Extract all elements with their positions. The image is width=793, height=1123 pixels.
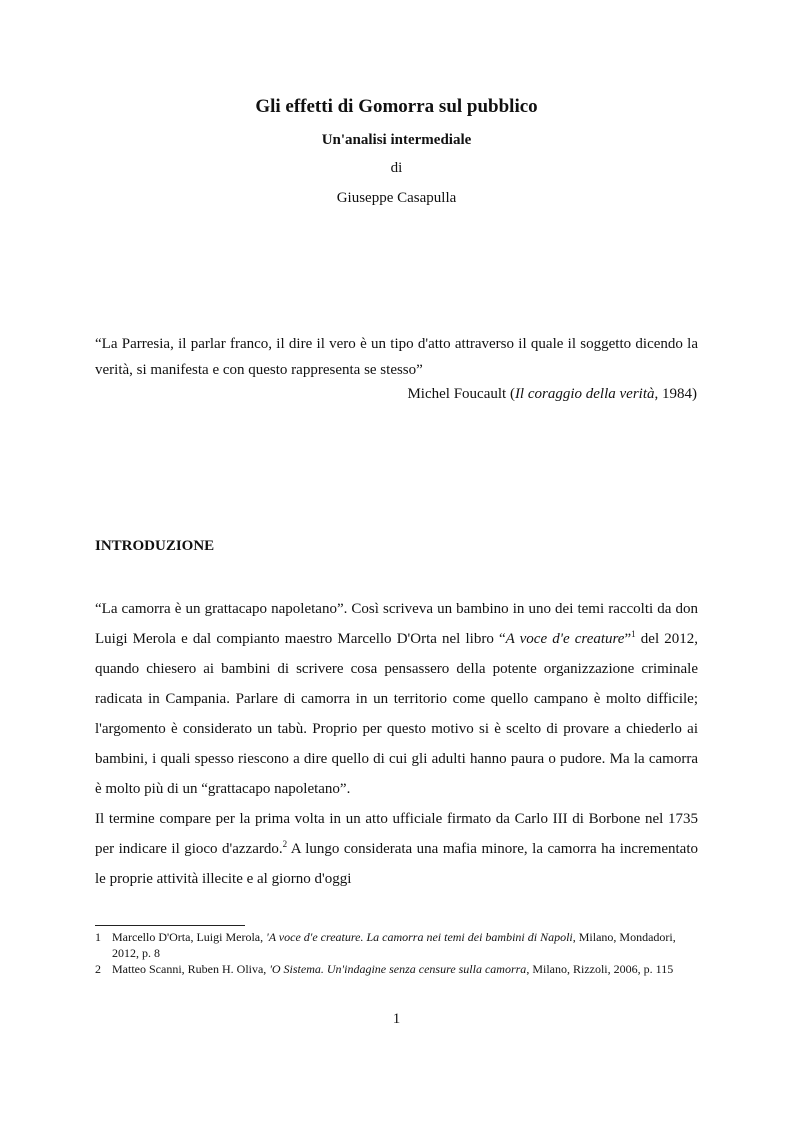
footnote-work-title: 'A voce d'e creature. La camorra nei temi dei bambini di Napoli bbox=[266, 930, 573, 944]
book-title: A voce d'e creature bbox=[505, 631, 625, 647]
paragraph bbox=[95, 804, 698, 894]
page-number: 1 bbox=[392, 1011, 401, 1027]
footnote-ref[interactable]: 1 bbox=[631, 629, 636, 639]
footnote-publication: , Milano, Mondadori, 2012, p. 8 bbox=[112, 930, 676, 960]
footnote-authors: Marcello D'Orta, Luigi Merola, bbox=[112, 930, 267, 944]
body-text bbox=[95, 594, 698, 894]
document-title: Gli effetti di Gomorra sul pubblico bbox=[255, 96, 538, 117]
footnote-ref[interactable]: 2 bbox=[282, 839, 288, 849]
paragraph-text: Il termine compare per la prima volta in un atto ufficiale firmato da Carlo III di Borbone nel 1735 per indicare il gioco d'azzardo. bbox=[95, 811, 698, 857]
footnote bbox=[95, 961, 695, 977]
author-name: Giuseppe Casapulla bbox=[336, 190, 457, 206]
footnote-divider bbox=[95, 925, 245, 926]
footnote-authors: Matteo Scanni, Ruben H. Oliva, bbox=[112, 962, 270, 976]
paragraph-text: “La camorra è un grattacapo napoletano”. Così scriveva un bambino in uno dei temi raccolti da don Luigi Merola e dal compianto maestro Marcello D'Orta nel libro “ bbox=[95, 601, 698, 647]
footnote bbox=[95, 929, 695, 961]
attribution-year: , 1984) bbox=[654, 386, 697, 402]
paragraph-text: del 2012, quando chiesero ai bambini di scrivere cosa pensassero della potente organizzazione criminale radicata in Campania. Parlare di camorra in un territorio come quello campano è molto difficile; l'argomento è considerato un tabù. Proprio per questo motivo si è scelto di provare a chiederlo ai bambini, i quali spesso riescono a dire quello di cui gli adulti hanno paura o pudore. Ma la camorra è molto più di un “grattacapo napoletano”. bbox=[95, 631, 699, 797]
epigraph-quote: “La Parresia, il parlar franco, il dire il vero è un tipo d'atto attraverso il quale il soggetto dicendo la verità, si manifesta e con questo rappresenta se stesso” bbox=[95, 336, 698, 378]
attribution-name: Michel Foucault bbox=[407, 386, 507, 402]
document-subtitle: Un'analisi intermediale bbox=[321, 132, 472, 148]
attribution-work: Il coraggio della verità bbox=[514, 386, 655, 402]
paragraph bbox=[95, 594, 698, 804]
by-label: di bbox=[390, 160, 403, 176]
footnote-number: 1 bbox=[95, 930, 101, 944]
epigraph-attribution bbox=[407, 386, 697, 403]
paragraph-text: A lungo considerata una mafia minore, la camorra ha incrementato le proprie attività illecite e al giorno d'oggi bbox=[95, 841, 699, 887]
attribution-open: ( bbox=[509, 386, 515, 402]
quote-close: ” bbox=[624, 631, 632, 647]
footnote-work-title: 'O Sistema. Un'indagine senza censure sulla camorra bbox=[269, 962, 527, 976]
footnote-text bbox=[112, 929, 695, 961]
footnote-publication: , Milano, Rizzoli, 2006, p. 115 bbox=[526, 962, 674, 976]
section-heading: INTRODUZIONE bbox=[95, 538, 215, 554]
footnote-text bbox=[112, 961, 695, 977]
footnote-number: 2 bbox=[95, 962, 101, 976]
